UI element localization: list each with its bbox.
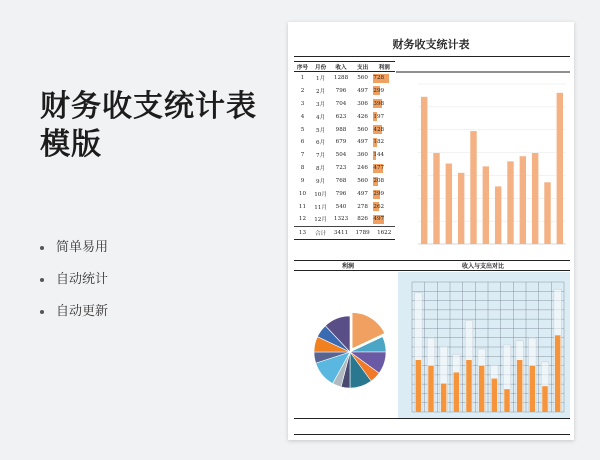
cell-expense: 497 bbox=[357, 139, 368, 146]
income-bar bbox=[507, 161, 513, 244]
table-row bbox=[294, 84, 395, 97]
table-row bbox=[294, 136, 395, 149]
expense-bar bbox=[428, 366, 433, 412]
table-row bbox=[294, 123, 395, 136]
income-bar bbox=[557, 93, 563, 244]
income-bar bbox=[470, 131, 476, 244]
income-bar bbox=[421, 97, 427, 244]
cell-expense: 826 bbox=[357, 216, 368, 223]
table-total-row bbox=[294, 226, 395, 239]
cell-income: 504 bbox=[335, 152, 347, 159]
cell-profit bbox=[373, 72, 395, 85]
cell-profit-value: 182 bbox=[373, 139, 385, 146]
bullet-icon bbox=[40, 246, 44, 250]
bullet-icon bbox=[40, 310, 44, 314]
feature-item: 简单易用 bbox=[40, 236, 108, 255]
cell-expense: 246 bbox=[357, 165, 368, 172]
table-row bbox=[294, 213, 395, 226]
table-row bbox=[294, 188, 395, 201]
expense-bar bbox=[466, 360, 471, 412]
table-row bbox=[294, 110, 395, 123]
section-rule bbox=[294, 418, 570, 419]
cell-index: 6 bbox=[300, 139, 305, 146]
cell-index: 4 bbox=[300, 113, 305, 120]
cell-profit-value: 398 bbox=[373, 100, 385, 107]
total-cell: 13 bbox=[294, 226, 311, 239]
feature-item: 自动统计 bbox=[40, 268, 108, 287]
cell-expense: 560 bbox=[357, 178, 368, 185]
cell-expense: 560 bbox=[357, 126, 368, 133]
cell-income: 540 bbox=[335, 203, 347, 210]
income-bar bbox=[532, 153, 538, 244]
cell-profit-value: 477 bbox=[373, 165, 385, 172]
col-header-expense: 支出 bbox=[352, 62, 374, 72]
total-cell: 合计 bbox=[311, 226, 330, 239]
cell-index: 12 bbox=[298, 216, 307, 223]
cell-expense: 497 bbox=[357, 190, 368, 197]
expense-bar bbox=[441, 384, 446, 412]
cell-profit-value: 262 bbox=[373, 203, 385, 210]
hero-title: 财务收支统计表模版 bbox=[40, 89, 257, 162]
cell-index: 8 bbox=[300, 165, 305, 172]
cell-index: 2 bbox=[300, 87, 305, 94]
income-bar bbox=[495, 186, 501, 244]
income-bar bbox=[446, 164, 452, 244]
income-bar bbox=[433, 153, 439, 244]
cell-profit bbox=[373, 123, 395, 136]
cell-income: 679 bbox=[335, 139, 347, 146]
cell-profit bbox=[373, 162, 395, 175]
income-bar bbox=[520, 156, 526, 244]
table-row bbox=[294, 97, 395, 110]
total-cell: 3411 bbox=[330, 226, 352, 239]
spreadsheet-preview bbox=[288, 22, 574, 440]
cell-expense: 360 bbox=[357, 152, 368, 159]
expense-bar bbox=[555, 335, 560, 412]
cell-income: 704 bbox=[335, 100, 347, 107]
col-header-index: 序号 bbox=[294, 62, 311, 72]
cell-profit-value: 428 bbox=[373, 126, 385, 133]
expense-bar bbox=[492, 379, 497, 412]
cell-profit-value: 728 bbox=[373, 75, 385, 82]
col-header-month: 月份 bbox=[311, 62, 330, 72]
expense-bar bbox=[530, 366, 535, 412]
expense-bar bbox=[542, 386, 547, 412]
section-rule bbox=[294, 270, 570, 271]
cell-income: 796 bbox=[335, 190, 347, 197]
cell-month: 12月 bbox=[314, 217, 327, 224]
cell-profit bbox=[373, 136, 395, 149]
cell-profit bbox=[373, 110, 395, 123]
cell-income: 723 bbox=[335, 165, 347, 172]
income-bar bbox=[544, 182, 550, 244]
cell-income: 623 bbox=[335, 113, 347, 120]
income-expense-comparison-chart bbox=[398, 272, 570, 418]
table-header-row bbox=[294, 62, 395, 72]
table-row bbox=[294, 162, 395, 175]
cell-index: 9 bbox=[300, 178, 305, 185]
expense-bar bbox=[454, 372, 459, 412]
cell-expense: 560 bbox=[357, 75, 368, 82]
cell-income: 1288 bbox=[333, 75, 349, 82]
cell-month: 4月 bbox=[316, 114, 326, 121]
sheet-title: 财务收支统计表 bbox=[392, 38, 470, 51]
data-table bbox=[294, 61, 395, 240]
cell-profit bbox=[373, 213, 395, 226]
hero-panel bbox=[0, 0, 288, 460]
cell-month: 1月 bbox=[316, 76, 326, 83]
pie-chart-title: 利润 bbox=[341, 263, 354, 270]
table-row bbox=[294, 175, 395, 188]
cell-profit bbox=[373, 188, 395, 201]
expense-bar bbox=[517, 360, 522, 412]
expense-bar bbox=[416, 360, 421, 412]
cell-expense: 497 bbox=[357, 87, 368, 94]
cell-index: 11 bbox=[298, 203, 307, 210]
cell-profit bbox=[373, 200, 395, 213]
cell-profit bbox=[373, 97, 395, 110]
cell-profit bbox=[373, 84, 395, 97]
cell-income: 1323 bbox=[333, 216, 349, 223]
table-row bbox=[294, 72, 395, 85]
cell-month: 8月 bbox=[316, 166, 326, 173]
bullet-icon bbox=[40, 278, 44, 282]
cell-index: 3 bbox=[300, 100, 305, 107]
cell-month: 9月 bbox=[316, 179, 326, 186]
cell-month: 11月 bbox=[314, 204, 327, 211]
cell-expense: 278 bbox=[357, 203, 368, 210]
table-row bbox=[294, 200, 395, 213]
cell-expense: 306 bbox=[357, 100, 368, 107]
cell-index: 7 bbox=[300, 152, 305, 159]
cell-expense: 426 bbox=[357, 113, 368, 120]
cell-profit-value: 197 bbox=[373, 113, 385, 120]
feature-item: 自动更新 bbox=[40, 300, 108, 319]
cell-index: 1 bbox=[300, 75, 305, 82]
total-cell: 1622 bbox=[373, 226, 395, 239]
title-rule bbox=[294, 56, 570, 57]
cell-income: 796 bbox=[335, 87, 347, 94]
income-bar-chart bbox=[396, 61, 570, 258]
cell-month: 10月 bbox=[314, 191, 327, 198]
cell-index: 5 bbox=[300, 126, 305, 133]
expense-bar bbox=[479, 366, 484, 412]
col-header-income: 收入 bbox=[330, 62, 352, 72]
cell-month: 5月 bbox=[316, 127, 326, 134]
cell-month: 6月 bbox=[316, 140, 326, 147]
cell-income: 988 bbox=[335, 126, 347, 133]
income-bar bbox=[483, 166, 489, 244]
cell-profit bbox=[373, 175, 395, 188]
cell-month: 2月 bbox=[316, 88, 326, 95]
cell-profit-value: 144 bbox=[373, 152, 385, 159]
compare-chart-title: 收入与支出对比 bbox=[461, 263, 504, 270]
cell-profit-value: 299 bbox=[373, 190, 385, 197]
cell-profit-value: 208 bbox=[373, 178, 385, 185]
cell-month: 7月 bbox=[316, 153, 326, 160]
income-bar bbox=[458, 173, 464, 244]
cell-profit-value: 497 bbox=[373, 216, 385, 223]
cell-index: 10 bbox=[298, 190, 307, 197]
cell-profit-value: 299 bbox=[373, 87, 385, 94]
cell-profit bbox=[373, 149, 395, 162]
cell-income: 768 bbox=[335, 178, 347, 185]
profit-pie-chart bbox=[294, 272, 396, 422]
table-row bbox=[294, 149, 395, 162]
bottom-rule bbox=[294, 434, 570, 435]
cell-month: 3月 bbox=[316, 101, 326, 108]
total-cell: 1789 bbox=[352, 226, 374, 239]
expense-bar bbox=[504, 389, 509, 412]
col-header-profit: 利润 bbox=[373, 62, 395, 72]
